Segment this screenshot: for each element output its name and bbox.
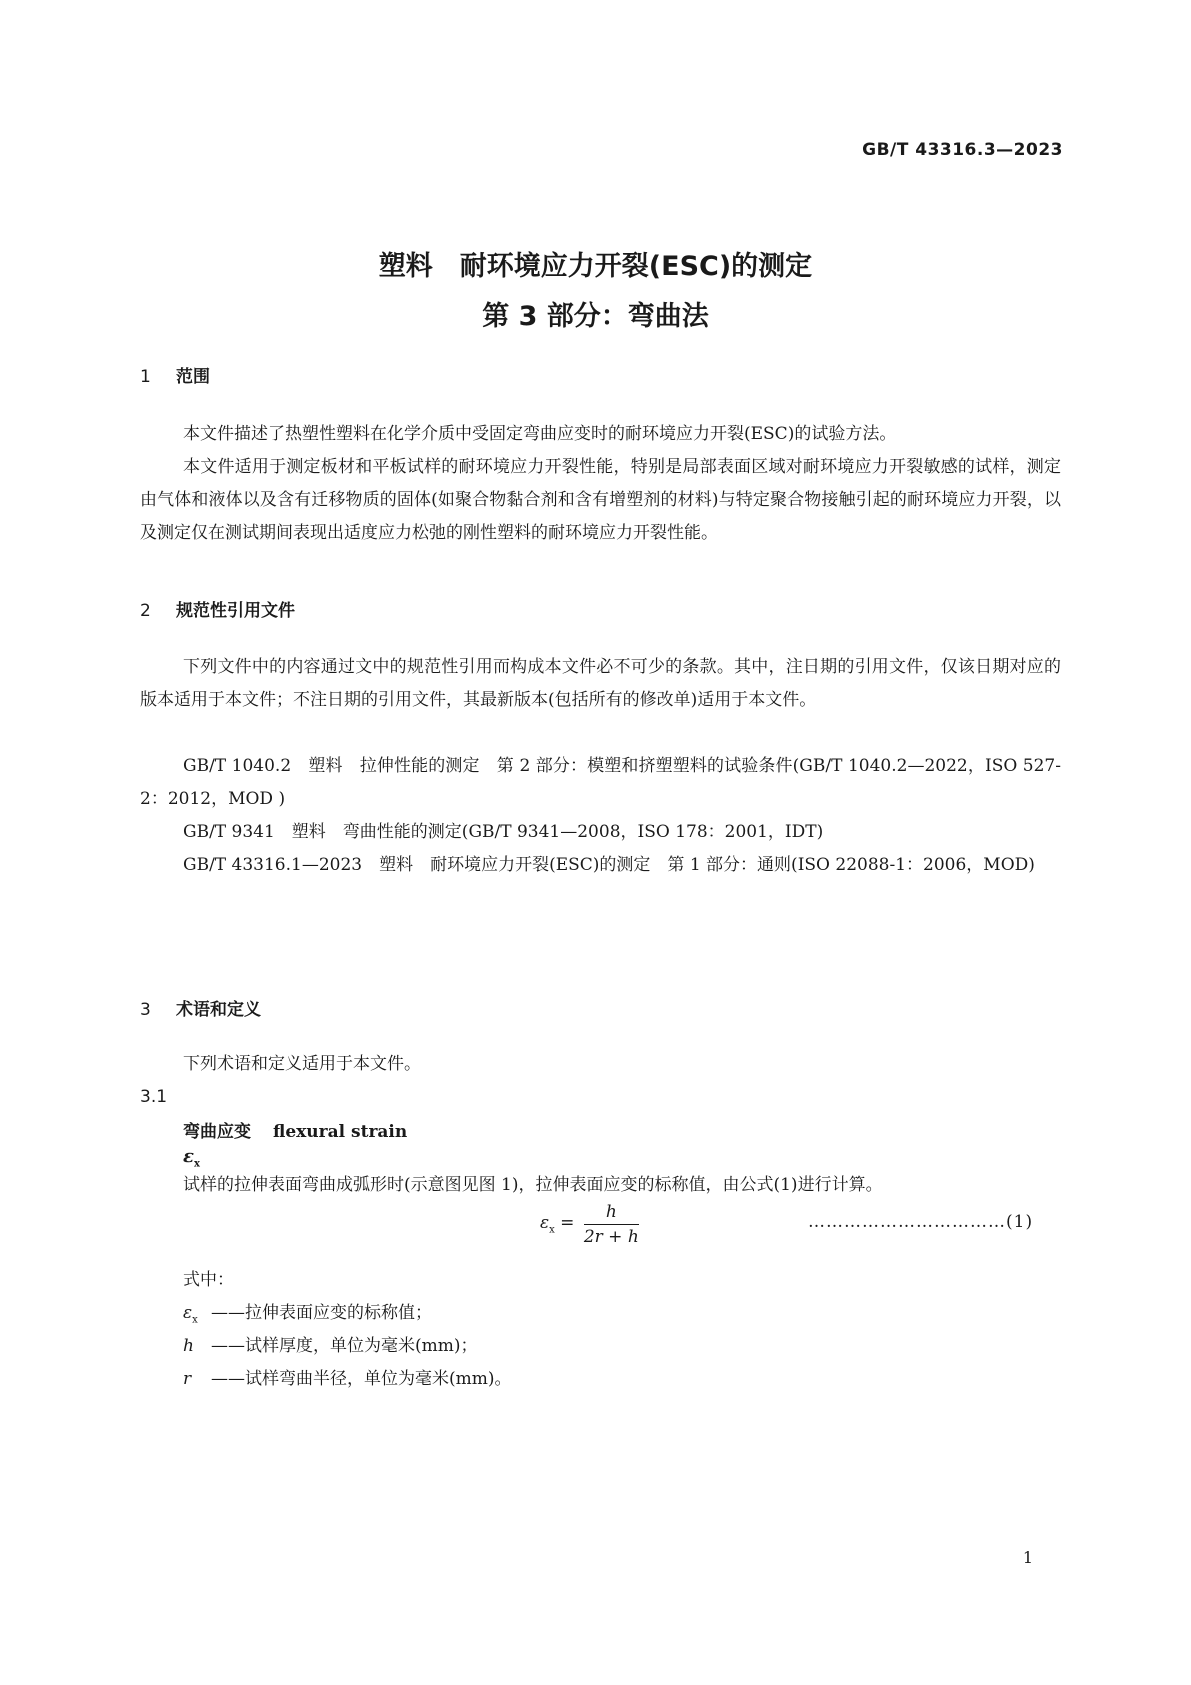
formula-fraction bbox=[584, 1202, 639, 1247]
section-title: 范围 bbox=[176, 367, 210, 387]
legend-description: ——试样弯曲半径，单位为毫米(mm)。 bbox=[211, 1369, 512, 1389]
term-number: 3.1 bbox=[140, 1087, 168, 1107]
legend-variable: $\varepsilon_x$ bbox=[183, 1303, 198, 1326]
legend-variable: r bbox=[183, 1369, 192, 1389]
legend-variable: h bbox=[183, 1336, 194, 1356]
scope-paragraph-2: 本文件适用于测定板材和平板试样的耐环境应力开裂性能，特别是局部表面区域对耐环境应力开裂敏感的试样，测定由气体和液体以及含有迁移物质的固体(如聚合物黏合剂和含有增塑剂的材料)与特定聚合物接触引起的耐环境应力开裂，以及测定仅在测试期间表现出适度应力松弛的刚性塑料的耐环境应力开裂性能。 bbox=[140, 457, 1061, 543]
formula-denominator: 2r + h bbox=[583, 1227, 639, 1247]
where-label: 式中： bbox=[183, 1270, 234, 1290]
standard-number: GB/T 43316.3—2023 bbox=[862, 140, 1063, 160]
term-chinese: 弯曲应变 bbox=[183, 1122, 251, 1142]
term-definition: 试样的拉伸表面弯曲成弧形时(示意图见图 1)，拉伸表面应变的标称值，由公式(1)进行计算。 bbox=[183, 1175, 883, 1195]
formula-lhs: $\varepsilon_x$ = bbox=[540, 1213, 575, 1236]
page-number: 1 bbox=[1022, 1548, 1033, 1567]
legend-description: ——拉伸表面应变的标称值； bbox=[211, 1303, 432, 1323]
title-line-2: 第 3 部分：弯曲法 bbox=[482, 301, 709, 332]
section-2-heading bbox=[140, 596, 295, 621]
section-number: 1 bbox=[140, 367, 151, 387]
section-1-heading bbox=[140, 362, 210, 387]
normative-ref-2: GB/T 9341 塑料 弯曲性能的测定(GB/T 9341—2008，ISO 178：2001，IDT) bbox=[183, 822, 824, 842]
legend-row-r bbox=[183, 1364, 512, 1389]
formula-1 bbox=[540, 1202, 639, 1247]
term-symbol: $\varepsilon_x$ bbox=[183, 1146, 200, 1170]
formula-numerator: h bbox=[584, 1202, 639, 1225]
term-english: flexural strain bbox=[273, 1122, 408, 1142]
normative-refs-intro: 下列文件中的内容通过文中的规范性引用而构成本文件必不可少的条款。其中，注日期的引用文件，仅该日期对应的版本适用于本文件；不注日期的引用文件，其最新版本(包括所有的修改单)适用于本文件。 bbox=[140, 657, 1061, 710]
document-title bbox=[0, 242, 1191, 342]
section-number: 2 bbox=[140, 601, 151, 621]
section-title: 规范性引用文件 bbox=[176, 601, 295, 621]
scope-paragraph-1: 本文件描述了热塑性塑料在化学介质中受固定弯曲应变时的耐环境应力开裂(ESC)的试验方法。 bbox=[183, 424, 897, 444]
section-title: 术语和定义 bbox=[176, 1000, 261, 1020]
formula-number: ……………………………(1) bbox=[808, 1212, 1034, 1232]
terms-intro: 下列术语和定义适用于本文件。 bbox=[183, 1054, 421, 1074]
legend-row-h bbox=[183, 1331, 478, 1356]
term-entry bbox=[183, 1117, 407, 1142]
section-3-heading bbox=[140, 995, 261, 1020]
legend-description: ——试样厚度，单位为毫米(mm)； bbox=[211, 1336, 478, 1356]
legend-row-epsilon bbox=[183, 1298, 432, 1325]
normative-ref-1: GB/T 1040.2 塑料 拉伸性能的测定 第 2 部分：模塑和挤塑塑料的试验条件(GB/T 1040.2—2022，ISO 527-2：2012，MOD ) bbox=[140, 756, 1061, 809]
section-number: 3 bbox=[140, 1000, 151, 1020]
normative-ref-3: GB/T 43316.1—2023 塑料 耐环境应力开裂(ESC)的测定 第 1 部分：通则(ISO 22088-1：2006，MOD) bbox=[183, 855, 1035, 875]
title-line-1: 塑料 耐环境应力开裂(ESC)的测定 bbox=[378, 251, 813, 282]
